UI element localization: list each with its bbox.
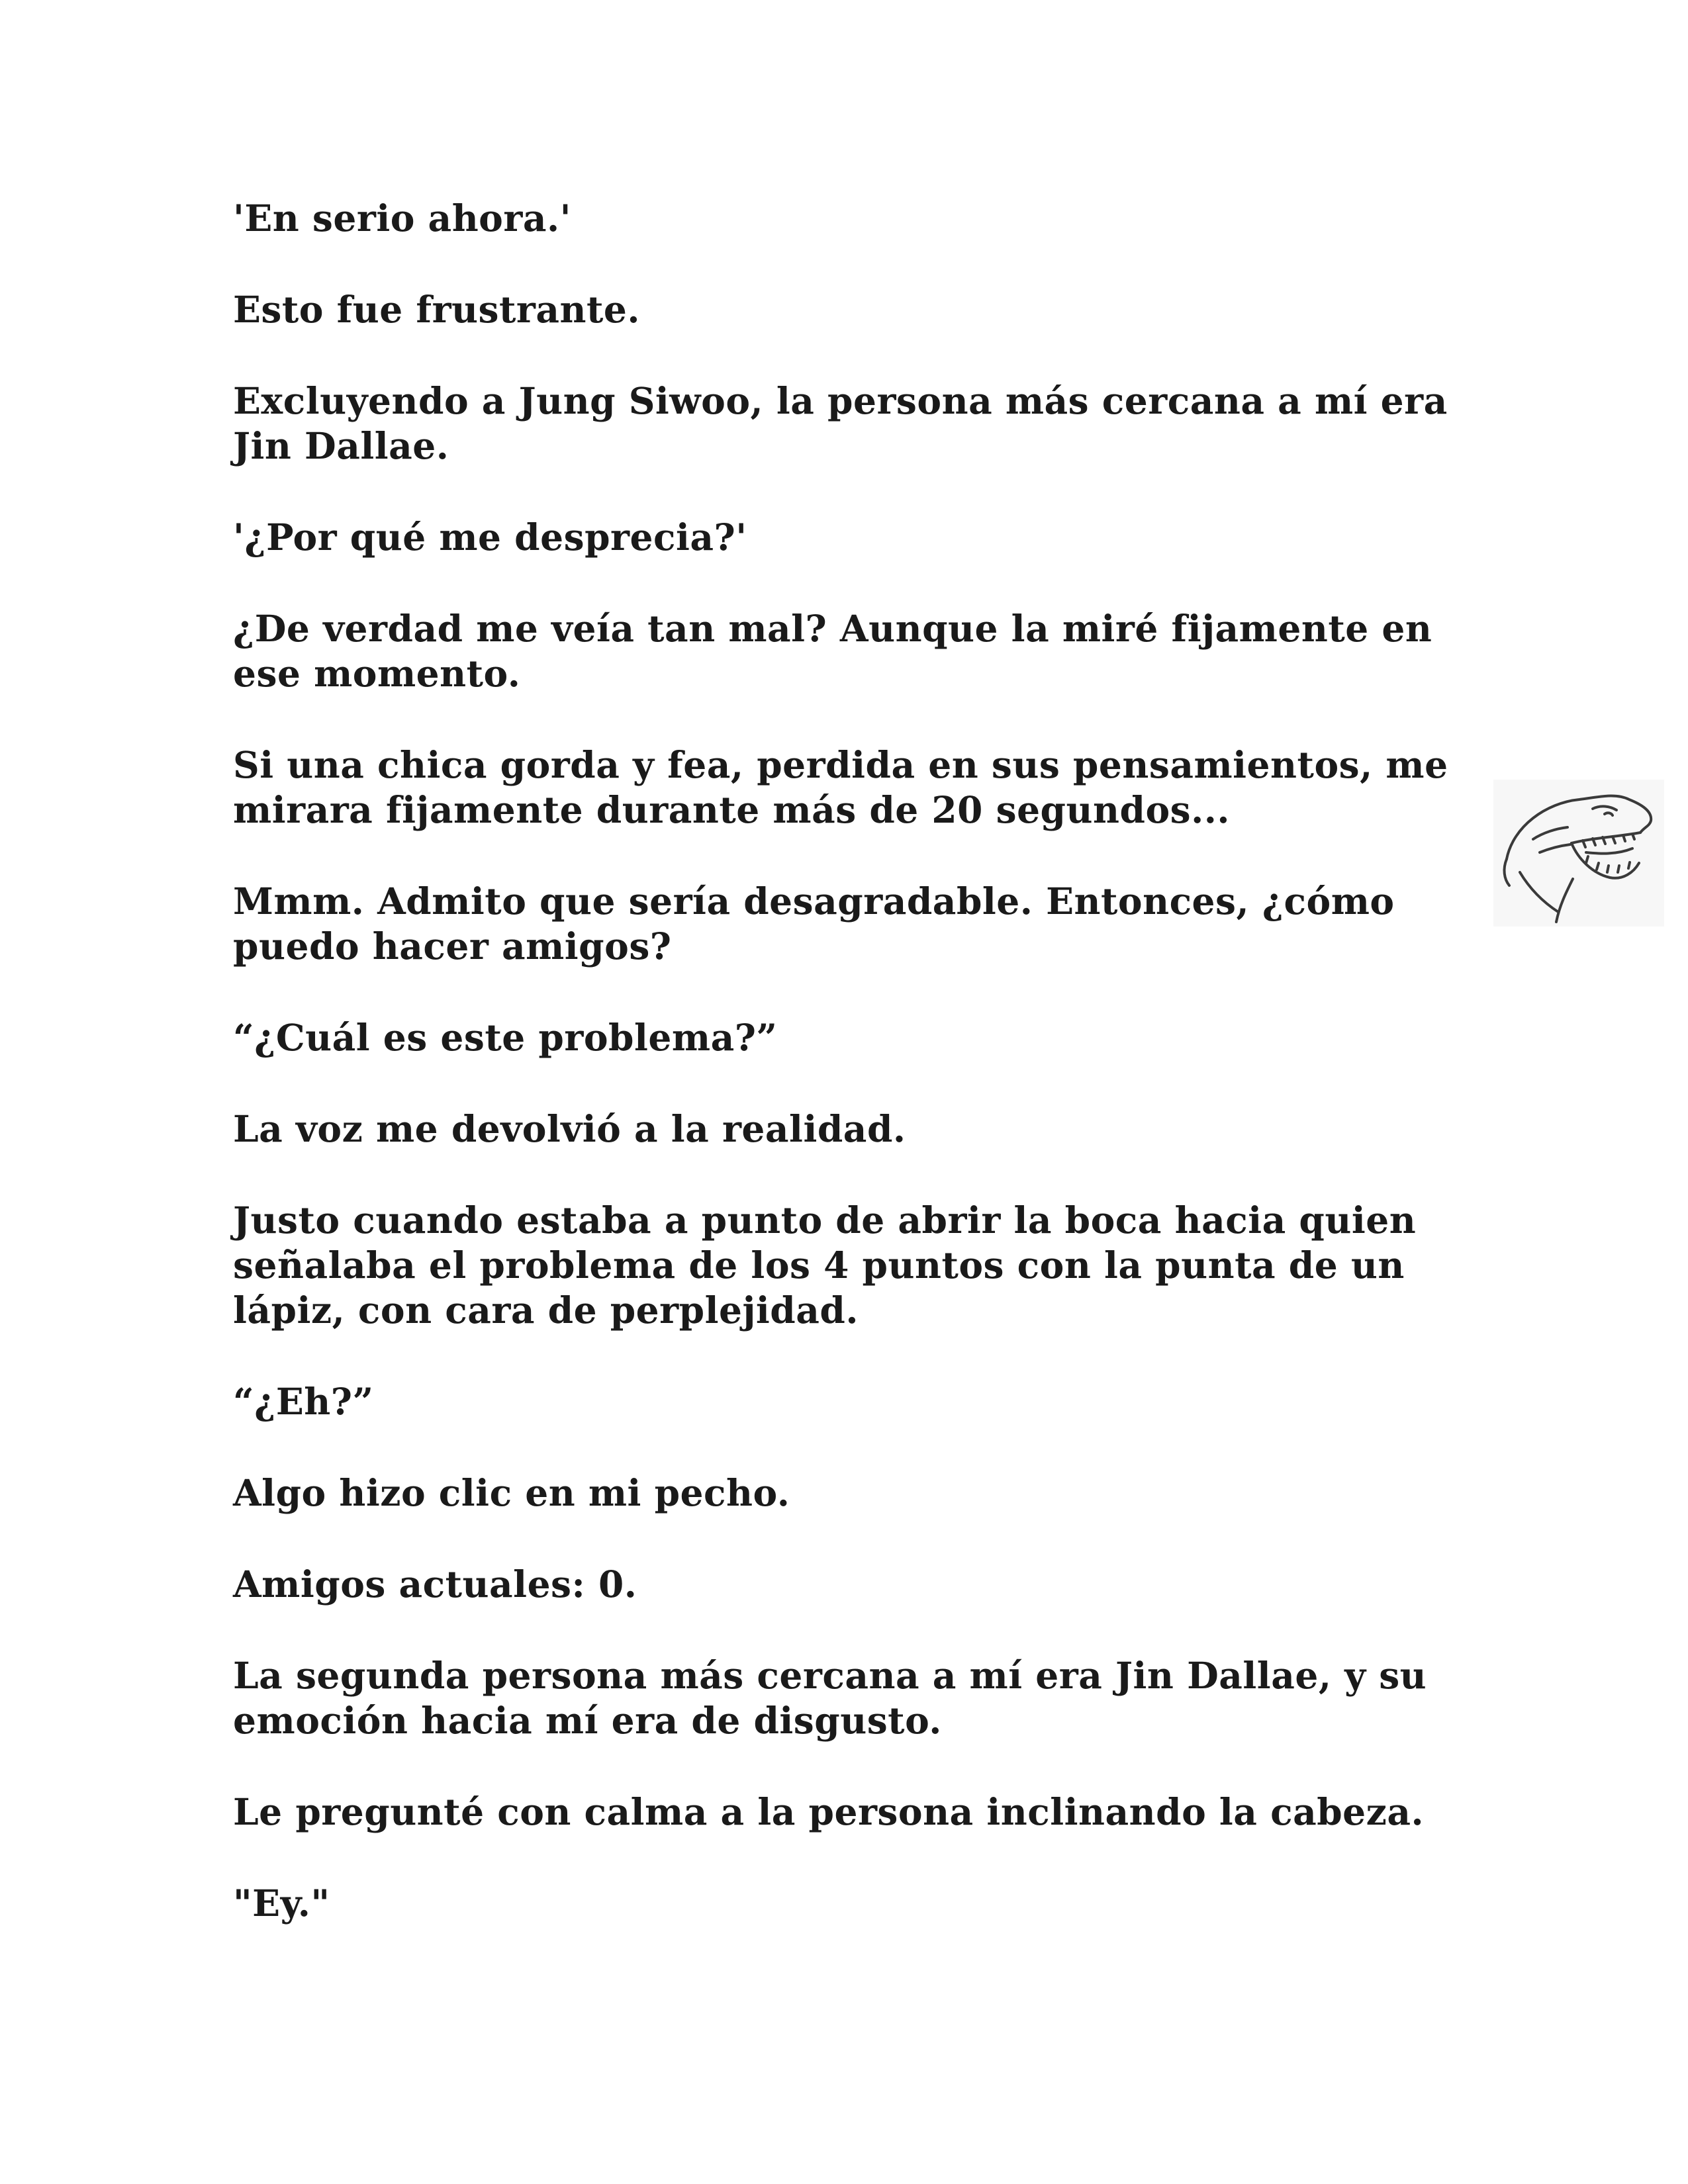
paragraph: Mmm. Admito que sería desagradable. Entonces, ¿cómo puedo hacer amigos? xyxy=(233,880,1395,968)
paragraph: Justo cuando estaba a punto de abrir la boca hacia quien señalaba el problema de los 4 puntos con la punta de un lápiz, con cara de perplejidad. xyxy=(233,1199,1417,1332)
text-body xyxy=(233,196,1477,1972)
paragraph: 'En serio ahora.' xyxy=(233,197,571,240)
paragraph: "Ey." xyxy=(233,1882,330,1925)
paragraph: “¿Cuál es este problema?” xyxy=(233,1016,778,1059)
paragraph: La segunda persona más cercana a mí era Jin Dallae, y su emoción hacia mí era de disgusto. xyxy=(233,1654,1427,1742)
paragraph: ¿De verdad me veía tan mal? Aunque la miré fijamente en ese momento. xyxy=(233,607,1432,695)
paragraph: Le pregunté con calma a la persona inclinando la cabeza. xyxy=(233,1790,1425,1833)
paragraph: “¿Eh?” xyxy=(233,1380,374,1423)
paragraph: Algo hizo clic en mi pecho. xyxy=(233,1471,790,1514)
paragraph: '¿Por qué me desprecia?' xyxy=(233,516,747,559)
dinosaur-head-sketch-icon xyxy=(1493,780,1664,927)
paragraph: Esto fue frustrante. xyxy=(233,288,641,331)
paragraph: Excluyendo a Jung Siwoo, la persona más cercana a mí era Jin Dallae. xyxy=(233,379,1448,467)
paragraph: Si una chica gorda y fea, perdida en sus pensamientos, me mirara fijamente durante más de 20 segundos... xyxy=(233,743,1448,831)
paragraph: Amigos actuales: 0. xyxy=(233,1563,637,1606)
paragraph: La voz me devolvió a la realidad. xyxy=(233,1107,906,1150)
